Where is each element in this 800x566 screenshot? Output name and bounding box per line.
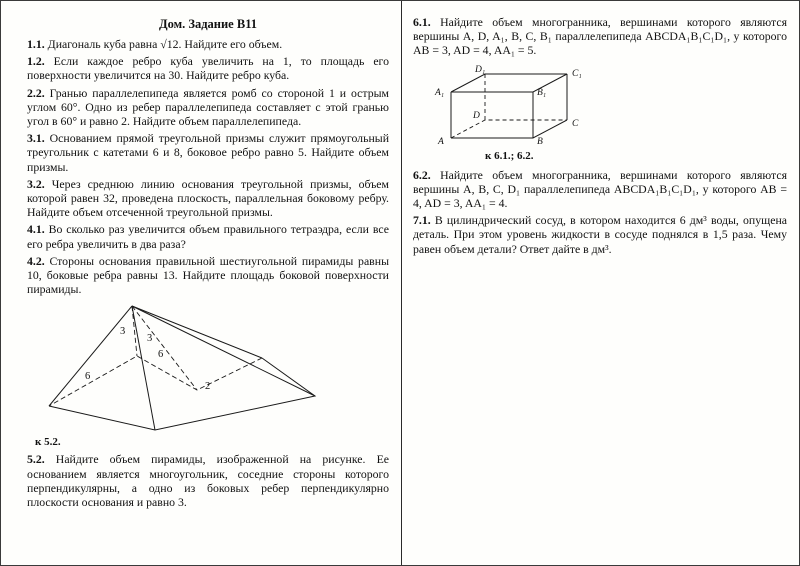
page-title: Дом. Задание В11 <box>158 17 258 31</box>
vertex-label-b1: B₁ <box>537 87 547 98</box>
vertex-label-a1: A₁ <box>435 87 445 98</box>
vertex-label-c: C <box>572 118 579 129</box>
pyramid-figure-caption: к 5.2. <box>35 436 61 449</box>
problem-4-2 <box>27 254 389 297</box>
problem-6-1 <box>413 15 787 58</box>
vertex-label-d: D <box>473 110 480 121</box>
pyramid-drawing <box>27 300 347 450</box>
problem-text: В цилиндрический сосуд, в котором находится 6 дм³ воды, опущена деталь. При этом уровень жидкости в сосуде поднялся в 1,5 раза. Чему равен объем детали? Ответ дайте в дм³. <box>413 213 787 256</box>
vertex-label-c1: C₁ <box>572 68 582 79</box>
problem-text: Найдите объем пирамиды, изображенной на рисунке. Ее основанием является многоугольник, соседние стороны которого перпендикулярны, а одно из боковых ребер перпендикулярно плоскости основания и равно 3. <box>27 452 390 510</box>
problem-number: 4.2. <box>27 253 45 268</box>
pyramid-solid-edges <box>49 306 315 430</box>
right-column <box>413 1 787 259</box>
problem-text: Диагональ куба равна √12. Найдите его объем. <box>47 37 283 51</box>
problem-text: Найдите объем многогранника, вершинами которого являются вершины A, D, A₁, B, C, B₁ параллелепипеда ABCDA₁B₁C₁D₁, у которого AB = 3, AD = 4, AA₁ = 5. <box>413 15 787 58</box>
problem-number: 3.1. <box>27 131 45 146</box>
edge-length-label: 2 <box>205 381 211 393</box>
box-solid-edges <box>451 74 567 138</box>
edge-length-label: 3 <box>120 326 126 338</box>
problem-text: Во сколько раз увеличится объем правильного тетраэдра, если все его ребра увеличить в два раза? <box>27 222 390 251</box>
parallelepiped-drawing <box>427 64 607 152</box>
column-divider-line <box>401 1 402 565</box>
problem-number: 5.2. <box>27 452 45 467</box>
problem-3-2 <box>27 177 389 220</box>
problem-text: Гранью параллелепипеда является ромб со стороной 1 и острым углом 60°. Одно из ребер параллелепипеда составляет с этой гранью угол в 60° и равно 2. Найдите объем параллелепипеда. <box>27 85 390 129</box>
problem-number: 4.1. <box>27 222 45 237</box>
problem-text: Если каждое ребро куба увеличить на 1, то площадь его поверхности увеличится на 30. Найдите ребро куба. <box>27 54 390 83</box>
pyramid-hidden-edges <box>49 306 262 406</box>
vertex-label-a: A <box>438 136 444 147</box>
parallelepiped-figure-caption: к 6.1.; 6.2. <box>485 149 534 162</box>
problem-number: 1.2. <box>27 54 45 69</box>
problem-number: 3.2. <box>27 176 45 191</box>
problem-number: 7.1. <box>413 213 431 228</box>
problem-7-1 <box>413 213 787 256</box>
problem-number: 1.1. <box>27 37 45 51</box>
edge-length-label: 3 <box>147 333 153 345</box>
problem-4-1 <box>27 222 389 250</box>
problem-number: 2.2. <box>27 85 45 100</box>
edge-length-label: 6 <box>85 371 91 383</box>
edge-length-label: 6 <box>158 349 164 361</box>
box-vertex-labels <box>434 65 582 147</box>
pyramid-figure <box>27 300 389 450</box>
problem-number: 6.2. <box>413 167 431 182</box>
pyramid-edge-labels <box>85 326 210 392</box>
problem-1-1 <box>27 37 389 51</box>
vertex-label-d1: D₁ <box>475 64 486 75</box>
left-column <box>27 1 389 512</box>
problem-text: Основанием прямой треугольной призмы служит прямоугольный треугольник с катетами 6 и 8, боковое ребро равно 5. Найдите объем призмы. <box>27 131 390 174</box>
vertex-label-b: B <box>537 136 543 147</box>
problem-2-2 <box>27 86 389 129</box>
problem-text: Через среднюю линию основания треугольной призмы, объем которой равен 32, проведена плоскость, параллельная боковому ребру. Найдите объем отсеченной треугольной призмы. <box>27 176 389 220</box>
problem-5-2 <box>27 452 389 509</box>
problem-6-2 <box>413 168 787 211</box>
problem-text: Стороны основания правильной шестиугольной пирамиды равны 10, боковые ребра равны 13. Найдите площадь боковой поверхности пирамиды. <box>27 253 389 297</box>
parallelepiped-figure <box>427 64 627 162</box>
problem-text: Найдите объем многогранника, вершинами которого являются вершины A, B, C, D₁ параллелепипеда ABCDA₁B₁C₁D₁, у которого AB = 4, AD = 3, AA₁ = 4. <box>413 167 787 211</box>
problem-number: 6.1. <box>413 15 431 29</box>
problem-3-1 <box>27 131 389 174</box>
problem-1-2 <box>27 54 389 82</box>
